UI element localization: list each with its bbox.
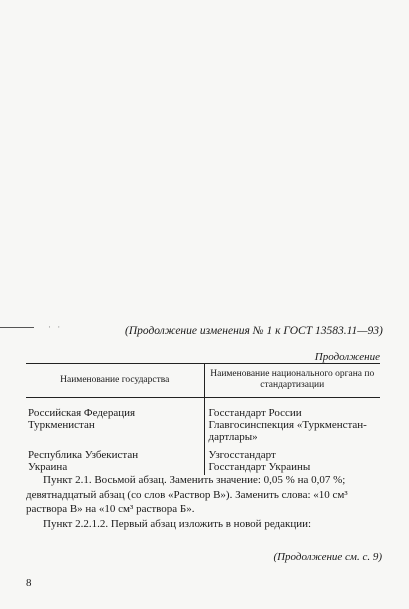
body-cell: Госстандарт России	[204, 398, 380, 420]
paragraph-point-2-1: Пункт 2.1. Восьмой абзац. Заменить значение: 0,05 % на 0,07 %;	[43, 474, 346, 486]
margin-dots-mark: · ·	[48, 322, 63, 332]
body-cell: Госстандарт Украины	[204, 461, 380, 475]
table-row	[26, 443, 380, 461]
column-header-body: Наименование национального органа по стандартизации	[204, 364, 380, 398]
body-cell: Главгосинспекция «Туркменстан-дартлары»	[204, 419, 380, 443]
state-cell: Туркменистан	[28, 419, 95, 431]
state-cell: Российская Федерация	[28, 407, 136, 419]
table-row	[26, 398, 380, 420]
page-number: 8	[26, 577, 32, 589]
table-continuation-label: Продолжение	[314, 351, 380, 363]
body-cell: Узгосстандарт	[204, 443, 380, 461]
table-header-row	[26, 364, 380, 398]
state-cell: Украина	[28, 461, 68, 473]
paragraph-nineteenth: девятнадцатый абзац (со слов «Раствор В»). Заменить слова: «10 см³	[26, 489, 348, 501]
standards-bodies-table	[26, 363, 380, 475]
continued-note: (Продолжение см. с. 9)	[273, 551, 382, 563]
table-row	[26, 461, 380, 475]
column-header-state: Наименование государства	[26, 364, 204, 398]
table-row	[26, 419, 380, 443]
paragraph-nineteenth-cont: раствора В» на «10 см³ раствора Б».	[26, 503, 195, 515]
amendment-header: (Продолжение изменения № 1 к ГОСТ 13583.11—93)	[125, 325, 383, 337]
margin-dash-mark	[0, 327, 34, 328]
state-cell: Республика Узбекистан	[28, 449, 139, 461]
paragraph-point-2-2-1-2: Пункт 2.2.1.2. Первый абзац изложить в новой редакции:	[43, 518, 312, 530]
